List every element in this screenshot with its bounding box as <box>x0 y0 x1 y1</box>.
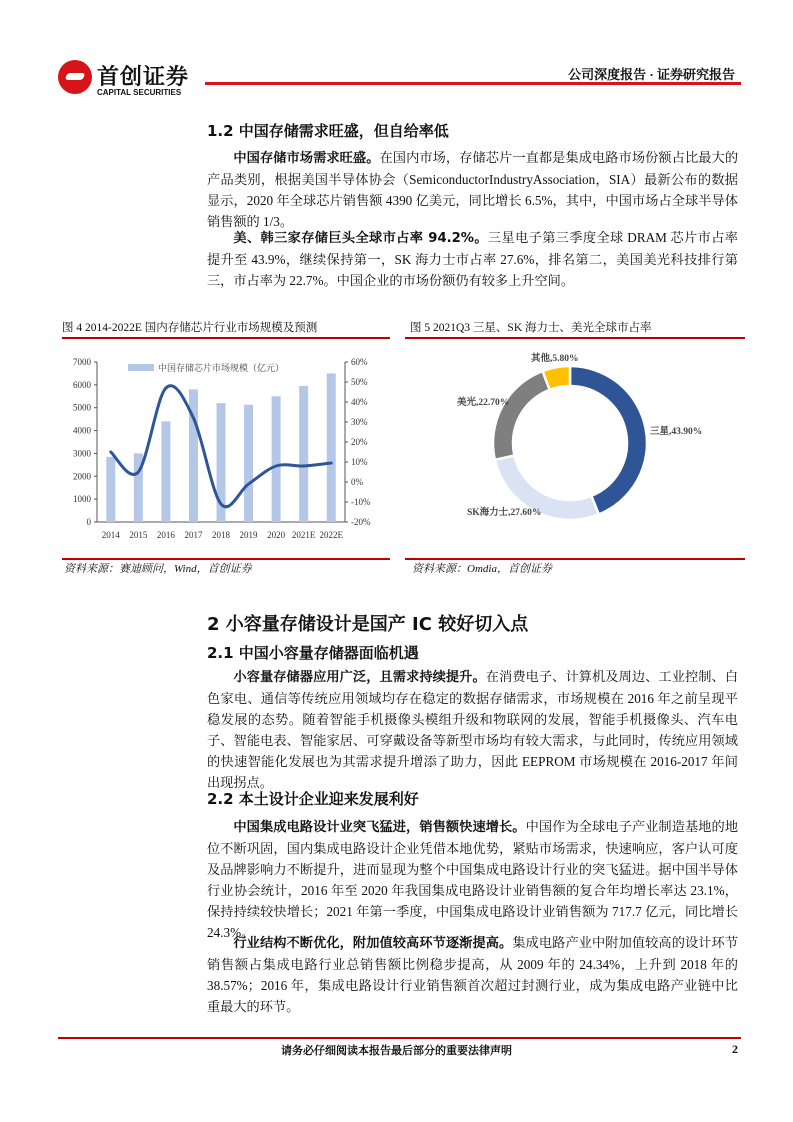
figure-divider <box>405 337 745 339</box>
slice-label: SK海力士,27.60% <box>467 508 542 518</box>
x-tick-label: 2021E <box>291 530 316 540</box>
donut-chart <box>405 340 745 555</box>
x-tick-label: 2019 <box>239 530 258 540</box>
legend-swatch <box>128 364 154 371</box>
section-heading: 2.2 本土设计企业迎来发展利好 <box>207 790 419 808</box>
figure-source: 资料来源：赛迪顾问，Wind，首创证券 <box>64 563 252 575</box>
y-left-tick-label: 4000 <box>73 425 91 436</box>
paragraph <box>207 816 738 943</box>
bar <box>272 396 281 522</box>
y-right-tick-label: 40% <box>351 397 368 407</box>
y-left-tick-label: 1000 <box>73 494 91 505</box>
x-tick-label: 2022E <box>319 530 343 540</box>
section-heading: 2.1 中国小容量存储器面临机遇 <box>207 644 419 662</box>
paragraph <box>207 932 738 1017</box>
x-tick-label: 2017 <box>184 530 203 540</box>
y-right-tick-label: 20% <box>351 437 368 447</box>
lead-text: 美、韩三家存储巨头全球市占率 94.2%。 <box>233 231 488 246</box>
donut-slice <box>493 371 550 460</box>
x-tick-label: 2018 <box>212 530 230 540</box>
footer-divider <box>58 1037 741 1039</box>
y-right-tick-label: -20% <box>351 517 371 527</box>
body-text: 在消费电子、计算机及周边、工业控制、白色家电、通信等传统应用领域均存在稳定的数据存储需求，市场规模在 2016 年之前呈现平稳发展的态势。随着智能手机摄像头模组升级和物联网的发展，智能手机摄像头、汽车电子、智能电表、智能家居、可穿戴设备等新型市场均有较大需求，与此同时，传统应用领域的快速智能化发展也为其需求提升增添了助力，因此 EEPROM 市场规模在 2016-2017 年间出现拐点。 <box>207 669 739 790</box>
y-right-tick-label: -10% <box>351 497 371 507</box>
body-text: 集成电路产业中附加值较高的设计环节销售额占集成电路行业总销售额比例稳步提高，从 2009 年的 24.34%，上升到 2018 年的 38.57%；2016 年，集成电路设计行业销售额首次超过封测行业，成为集成电路产业链中比重最大的环节。 <box>207 935 739 1014</box>
paragraph <box>207 227 738 291</box>
y-left-tick-label: 0 <box>86 517 91 527</box>
y-left-tick-label: 5000 <box>73 402 91 413</box>
body-text: 中国作为全球电子产业制造基地的地位不断巩固，国内集成电路设计企业凭借本地优势，紧贴市场需求，快速响应，客户认可度及品牌影响力不断提升，进而显现为整个中国集成电路设计行业的突飞猛进。据中国半导体行业协会统计，2016 年至 2020 年我国集成电路设计业销售额的复合年均增长率达 23.1%，保持持续较快增长；2021 年第一季度，中国集成电路设计业销售额为 717.7 亿元，同比增长 24.3%。 <box>207 819 739 940</box>
x-tick-label: 2014 <box>101 530 120 540</box>
paragraph <box>207 147 738 232</box>
bar-line-chart <box>62 340 390 555</box>
chapter-heading: 2 小容量存储设计是国产 IC 较好切入点 <box>207 614 529 635</box>
y-left-tick-label: 6000 <box>73 379 91 390</box>
y-right-tick-label: 10% <box>351 457 368 467</box>
x-tick-label: 2016 <box>156 530 175 540</box>
bar <box>299 386 308 522</box>
figure-title: 图 4 2014-2022E 国内存储芯片行业市场规模及预测 <box>62 322 318 334</box>
slice-label: 三星,43.90% <box>650 427 703 437</box>
figure-title: 图 5 2021Q3 三星、SK 海力士、美光全球市占率 <box>410 322 652 334</box>
x-tick-label: 2020 <box>267 530 286 540</box>
slice-label: 其他,5.80% <box>531 354 579 364</box>
legend-label: 中国存储芯片市场规模（亿元） <box>158 363 285 373</box>
logo-text: 首创证券 <box>97 65 190 90</box>
page-number: 2 <box>732 1042 738 1056</box>
y-left-tick-label: 3000 <box>73 448 91 459</box>
y-right-tick-label: 30% <box>351 417 368 427</box>
y-left-tick-label: 2000 <box>73 471 91 482</box>
y-right-tick-label: 0% <box>351 477 363 487</box>
footer-notice: 请务必仔细阅读本报告最后部分的重要法律声明 <box>281 1045 512 1057</box>
lead-text: 中国集成电路设计业突飞猛进，销售额快速增长。 <box>233 820 526 835</box>
y-right-tick-label: 60% <box>351 357 368 367</box>
lead-text: 小容量存储器应用广泛，且需求持续提升。 <box>233 670 486 685</box>
y-right-tick-label: 50% <box>351 377 368 387</box>
figure-divider <box>62 337 390 339</box>
logo-subtext: CAPITAL SECURITIES <box>97 88 182 97</box>
body-text: 在国内市场，存储芯片一直都是集成电路市场份额占比最大的产品类别，根据美国半导体协会（SemiconductorIndustryAssociation，SIA）最新公布的数据显示，2020 年全球芯片销售额 4390 亿美元，同比增长 6.5%，其中，中国市场占全球半导体销售额的 1/3。 <box>207 150 739 229</box>
bar <box>161 421 170 522</box>
figure-source: 资料来源：Omdia，首创证券 <box>412 563 552 575</box>
donut-slice <box>570 366 647 514</box>
paragraph <box>207 666 738 793</box>
section-heading: 1.2 中国存储需求旺盛，但自给率低 <box>207 122 449 140</box>
bar <box>106 457 115 522</box>
lead-text: 行业结构不断优化，附加值较高环节逐渐提高。 <box>233 936 513 951</box>
body-text: 三星电子第三季度全球 DRAM 芯片市占率提升至 43.9%，继续保持第一，SK 海力士市占率 27.6%，排名第二，美国美光科技排行第三，市占率为 22.7%。中国企业的市场份额仍有较多上升空间。 <box>207 230 738 288</box>
bar <box>327 373 336 522</box>
slice-label: 美光,22.70% <box>457 398 510 408</box>
logo-icon <box>58 60 92 94</box>
report-type: 公司深度报告 · 证券研究报告 <box>568 67 735 82</box>
lead-text: 中国存储市场需求旺盛。 <box>233 151 380 166</box>
x-tick-label: 2015 <box>129 530 148 540</box>
y-left-tick-label: 7000 <box>73 357 91 367</box>
bar <box>244 405 253 522</box>
